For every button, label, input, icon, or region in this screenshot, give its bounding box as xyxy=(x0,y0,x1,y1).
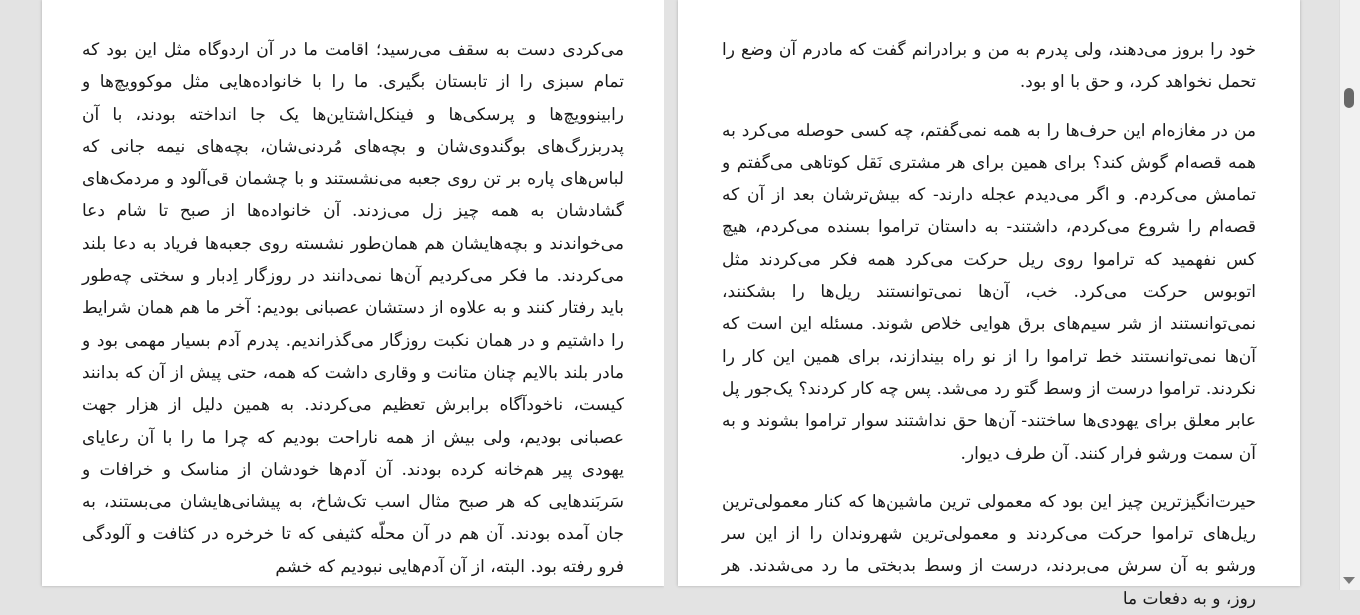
paragraph: خود را بروز می‌دهند، ولی پدرم به من و برادرانم گفت که مادرم آن وضع را تحمل نخواهد کرد، و حق با او بود. xyxy=(722,40,1256,93)
scroll-down-arrow-icon[interactable] xyxy=(1343,577,1355,584)
paragraph: من در مغازه‌ام این حرف‌ها را به همه نمی‌گفتم، چه کسی حوصله می‌کرد به همه قصه‌ام گوش کند؟ برای همین برای هر مشتری نَقل کوتاهی می‌گفتم و تمامش می‌کردم. و اگر می‌دیدم عجله دارند- که بیش‌ترشان بعد از آن که قصه‌ام را شروع می‌کردم، داشتند- به داستان تراموا بسنده می‌کردم، هیچ کس نفهمید که تراموا روی ریل حرکت می‌کرد همه فکر می‌کردند مثل اتوبوس حرکت می‌کرد. خب، آن‌ها نمی‌توانستند ریل‌ها را بشکنند، نمی‌توانستند از شر سیم‌های برق هوایی خلاص شوند. مسئله این است که آن‌ها نمی‌توانستند خط تراموا را از نو راه بیندازند، برای همین این کار را نکردند. تراموا درست از وسط گتو رد می‌شد. پس چه کار کردند؟ یک‌جور پل عابر معلق برای یهودی‌ها ساختند- آن‌ها حق نداشتند سوار تراموا بشوند و به آن سمت ورشو فرار کنند. آن طرف دیوار. xyxy=(722,120,1256,464)
page-left-text xyxy=(82,34,624,583)
paragraph: حیرت‌انگیزترین چیز این بود که معمولی ترین ماشین‌ها که کنار معمولی‌ترین ریل‌های تراموا حرکت می‌کردند و معمولی‌ترین شهروندان را از این سر ورشو به آن سرش می‌بردند، درست از وسط بدبختی ما رد می‌شدند. هر روز، و به دفعات ما xyxy=(722,491,1256,609)
page-left xyxy=(42,0,664,586)
page-right-text xyxy=(722,34,1256,615)
paragraph: می‌کردی دست به سقف می‌رسید؛ اقامت ما در آن اردوگاه مثل این بود که تمام سبزی را از تابستان بگیری. ما را با خانواده‌هایی مثل موکوویچ‌ها و رابینوویچ‌ها و پرسکی‌ها و فینکل‌اشتاین‌ها یک جا انداخته بودند، با آن پدربزرگ‌های بوگندوی‌شان و بچه‌های مُردنی‌شان، بچه‌های نیمه جانی که لباس‌های پاره بر تن روی جعبه می‌نشستند و با چشمان قی‌آلود و مردمک‌های گشادشان به همه چیز زل می‌زدند. آن خانواده‌ها از صبح تا شام دعا می‌خواندند و بچه‌هایشان هم همان‌طور نشسته روی جعبه‌ها فریاد به دعا بلند می‌کردند. ما فکر می‌کردیم آن‌ها نمی‌دانند در روزگار اِدبار و سختی چه‌طور باید رفتار کنند و به علاوه از دستشان عصبانی بودیم: آخر ما هم همان شرایط را داشتیم و در همان نکبت روزگار می‌گذراندیم. پدرم آدم بسیار مهمی بود و مادر بلند بالایم چنان متانت و وقاری داشت که همه، حتی پیش از آن که بدانند کیست، ناخودآگاه برابرش تعظیم می‌کردند. به همین دلیل از هزار جهت عصبانی بودیم، ولی بیش از همه ناراحت بودیم که چرا ما را با آن رعایای یهودی پیر هم‌خانه کرده بودند. آن آدم‌ها خودشان از مناسک و خرافات و سَربَندهایی که هر صبح مثال اسب تک‌شاخ، به پیشانی‌هایشان می‌بستند، به جان آمده بودند. آن هم در آن محلّه کثیفی که تا خرخره در کثافت و آلودگی فرو رفته بود. البته، از آن آدم‌هایی نبودیم که خشم xyxy=(82,40,624,577)
vertical-scrollbar[interactable] xyxy=(1339,0,1360,590)
page-gutter xyxy=(664,0,678,590)
page-right xyxy=(678,0,1300,609)
scrollbar-thumb[interactable] xyxy=(1344,88,1354,108)
